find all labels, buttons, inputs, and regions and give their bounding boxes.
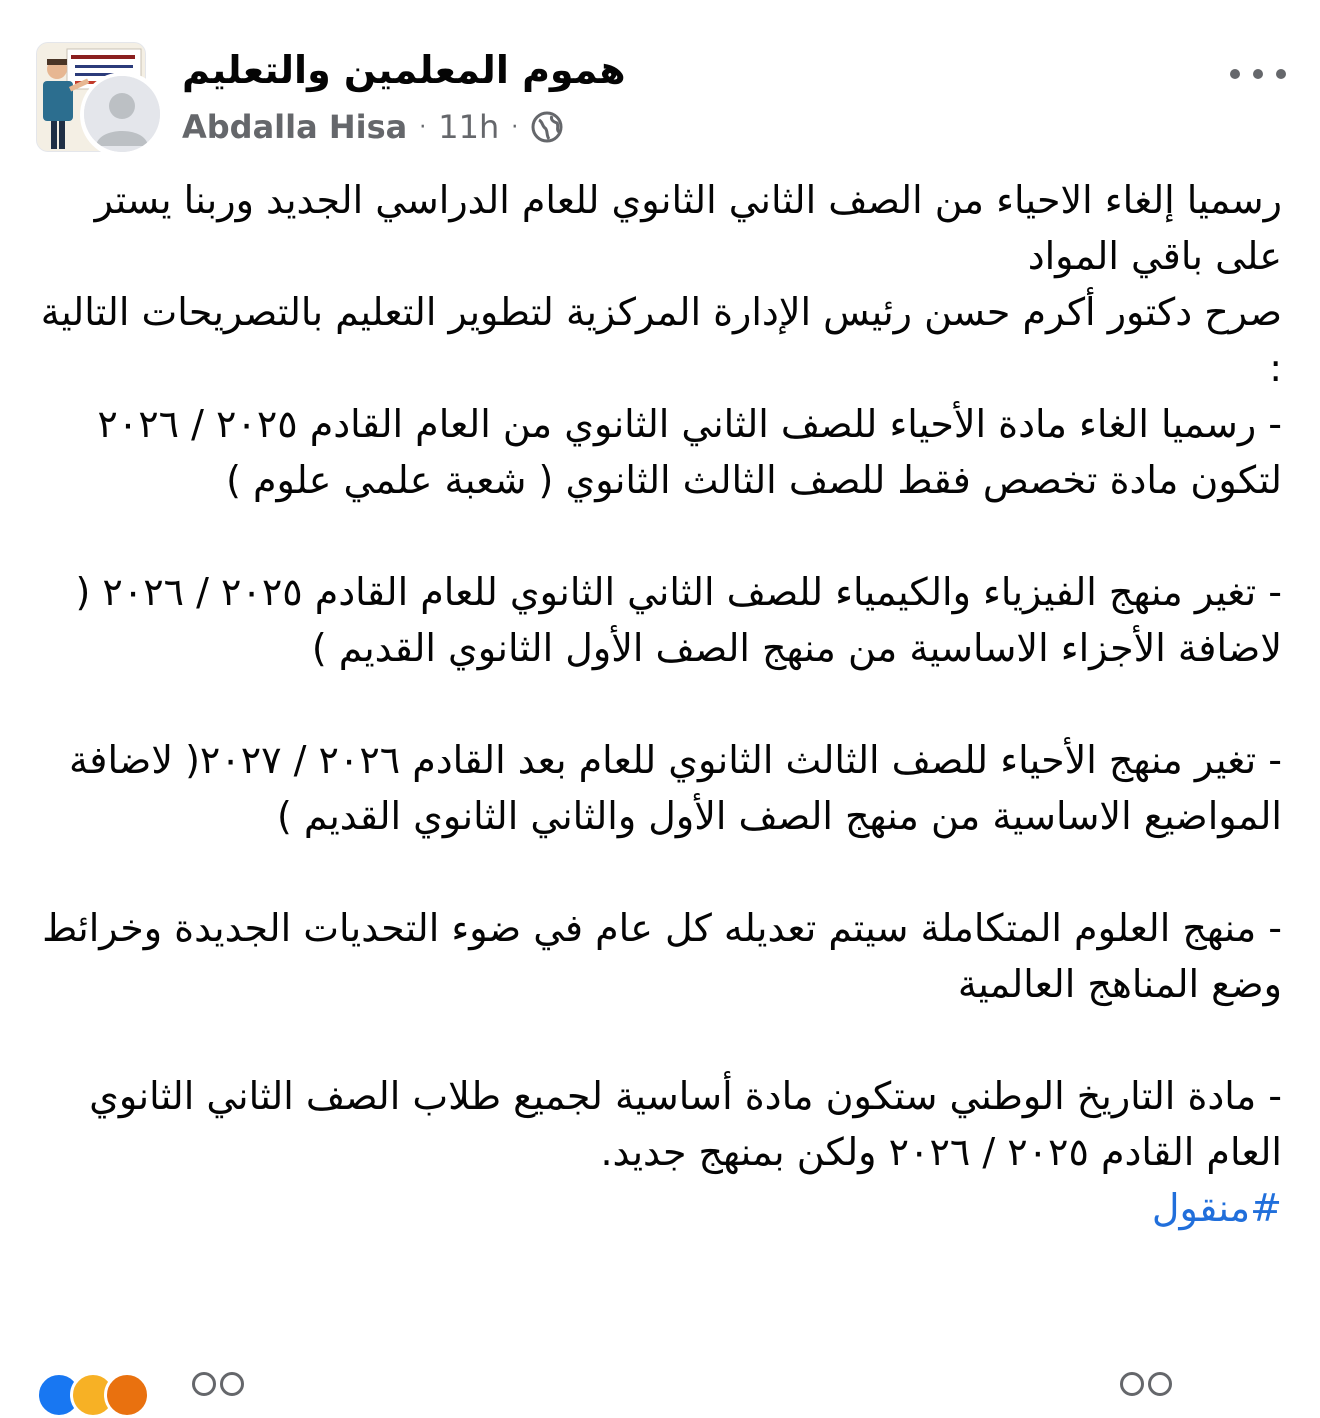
globe-icon <box>530 110 564 144</box>
separator-dot: · <box>511 114 519 140</box>
post-paragraph: - تغير منهج الأحياء للصف الثالث الثانوي للعام بعد القادم ٢٠٢٦ / ٢٠٢٧( لاضافة المواضيع الاساسية من منهج الصف الأول والثاني الثانوي القديم ) <box>68 738 1282 838</box>
post-paragraph: - منهج العلوم المتكاملة سيتم تعديله كل عام في ضوء التحديات الجديدة وخرائط وضع المناهج العالمية <box>42 906 1282 1006</box>
reaction-count[interactable] <box>192 1372 252 1392</box>
separator-dot: · <box>419 114 427 140</box>
paragraph-gap <box>36 676 1282 732</box>
paragraph-gap <box>36 508 1282 564</box>
post-paragraph: - تغير منهج الفيزياء والكيمياء للصف الثاني الثانوي للعام القادم ٢٠٢٥ / ٢٠٢٦ ( لاضافة الأجزاء الاساسية من منهج الصف الأول الثانوي القديم ) <box>75 570 1282 670</box>
post-header <box>36 40 1286 160</box>
comment-share-counts[interactable] <box>1120 1372 1176 1392</box>
wow-reaction-icon[interactable] <box>104 1372 150 1418</box>
paragraph-gap <box>36 844 1282 900</box>
post-body <box>36 172 1282 1236</box>
post-paragraph: - مادة التاريخ الوطني ستكون مادة أساسية لجميع طلاب الصف الثاني الثانوي العام القادم ٢٠٢٥ / ٢٠٢٦ ولكن بمنهج جديد. <box>89 1074 1282 1174</box>
post-time[interactable]: 11h <box>438 108 500 146</box>
paragraph-gap <box>36 1012 1282 1068</box>
hashtag-link[interactable]: #منقول <box>1151 1186 1282 1230</box>
post-paragraph: - رسميا الغاء مادة الأحياء للصف الثاني الثانوي من العام القادم ٢٠٢٥ / ٢٠٢٦ لتكون مادة تخصص فقط للصف الثالث الثانوي ( شعبة علمي علوم ) <box>97 402 1282 502</box>
post-paragraph: رسميا إلغاء الاحياء من الصف الثاني الثانوي للعام الدراسي الجديد وربنا يستر على باقي المواد <box>94 178 1282 278</box>
group-name[interactable]: هموم المعلمين والتعليم <box>182 48 626 92</box>
more-options-icon[interactable] <box>1230 56 1286 92</box>
post-meta <box>182 108 564 146</box>
author-avatar[interactable] <box>80 72 166 158</box>
post-paragraph: صرح دكتور أكرم حسن رئيس الإدارة المركزية لتطوير التعليم بالتصريحات التالية : <box>40 290 1282 390</box>
reactions-bar <box>36 1372 1286 1402</box>
default-user-icon <box>84 76 160 152</box>
author-name[interactable]: Abdalla Hisa <box>182 108 408 146</box>
